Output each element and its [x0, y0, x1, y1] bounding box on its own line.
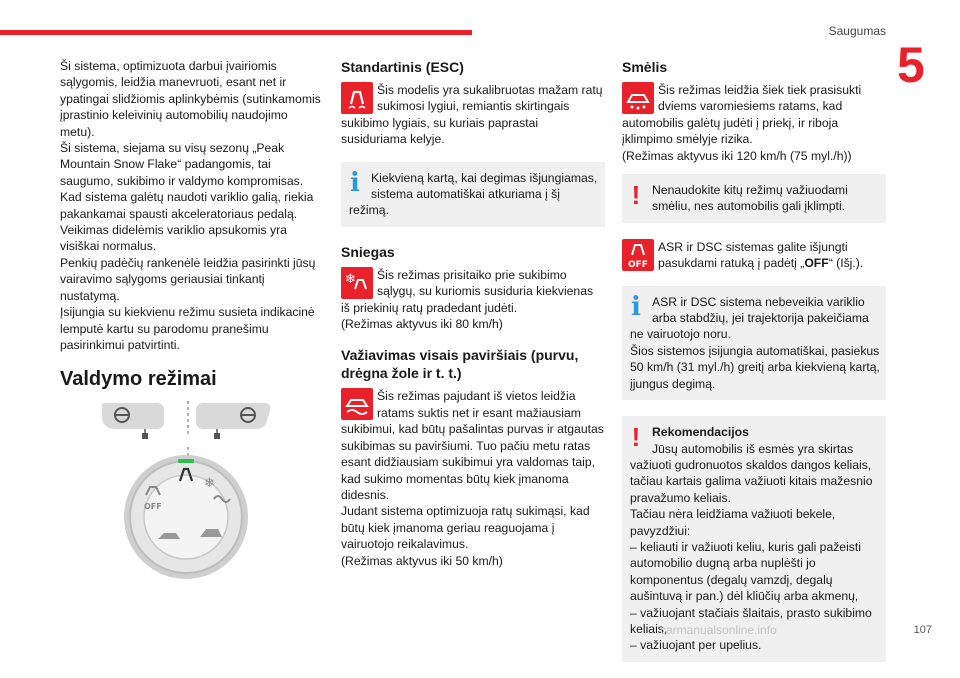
- section-title: Saugumas: [828, 24, 886, 38]
- info-icon: i: [350, 167, 360, 198]
- mode-sand: [622, 82, 886, 164]
- mode-snow: [341, 267, 605, 333]
- warning-note: [622, 174, 886, 223]
- warning-icon: !: [631, 422, 641, 453]
- selected-indicator: [178, 459, 194, 463]
- mode-title-sand: Smėlis: [622, 59, 668, 75]
- note-text: Šios sistemos įsijungia automatiškai, pasiekus 50 km/h (31 myl./h) greitį arba kiekvieną kartą, įjungus degimą.: [630, 343, 880, 391]
- mode-speed-limit: (Režimas aktyvus iki 80 km/h): [341, 317, 503, 332]
- left-dash-panel: [102, 403, 165, 429]
- section-heading: Valdymo režimai: [60, 368, 217, 391]
- column-left: [60, 58, 322, 581]
- mode-desc: Šis režimas prisitaiko prie sukibimo sąlygų, su kuriomis susiduria kiekvienas iš priekinių ratų pradedant judėti.: [341, 267, 594, 315]
- paragraph: Kad sistema galėtų naudoti variklio galią, riekia pakankamai spausti akceleratoriaus pedalą.: [60, 190, 314, 221]
- note-text: ASR ir DSC sistema nebeveikia variklio arba stabdžių, jei trajektorija pakeičiama ne vairuotojo noru.: [630, 294, 869, 342]
- paragraph: Ši sistema, optimizuota darbui įvairiomis sąlygomis, leidžia manevruoti, esant net ir ypatingai slidžiomis aplinkybėmis (sutinkamomis įprastinio keleivinių automobilių naudojimo metu).: [60, 59, 321, 139]
- list-item: – važiuojant stačiais šlaitais, prasto sukibimo keliais,: [630, 605, 872, 636]
- note-text: Jūsų automobilis iš esmės yra skirtas važiuoti gudronuotos skaldos dangos keliais, tačiau kartais galima važiuoti kitais mažesnio pravažumo keliais.: [630, 441, 873, 505]
- off-label: OFF: [144, 502, 162, 512]
- esc-off-icon: [622, 239, 654, 271]
- column-middle: [341, 58, 605, 583]
- header-accent-bar: [0, 30, 472, 35]
- column-right: [622, 58, 886, 678]
- snow-icon: [341, 267, 373, 299]
- note-text: Nenaudokite kitų režimų važiuodami smėliu, nes automobilis gali įklimpti.: [652, 183, 848, 214]
- mode-desc: Šis modelis yra sukalibruotas mažam ratų sukimosi lygiui, remiantis skirtingais sukibimo lygiais, su kuriais paprastai susiduriama kelyje.: [341, 83, 603, 147]
- right-dash-panel: [196, 403, 270, 429]
- mode-desc: Šis režimas pajudant iš vietos leidžia ratams suktis net ir esant mažiausiam sukibimui, kad būtų pašalintas purvas ir atgautas sukibimas su paviršiumi. Tuo pačiu metu ratas esant didžiausiam sukibimui yra valdomas taip, kad sukimo momentas būtų kiek įmanoma didesnis.: [341, 389, 604, 502]
- paragraph: Penkių padėčių rankenėlė leidžia pasirinkti jūsų vairavimo sąlygoms geriausiai tinkantį nustatymą.: [60, 255, 316, 303]
- note-text: Tačiau nėra leidžiama važiuoti bekele, pavyzdžiui:: [630, 507, 836, 538]
- sand-icon: [622, 82, 654, 114]
- mode-selector-diagram: [60, 401, 322, 581]
- paragraph: Veikimas didelėmis variklio apsukomis yra visiškai normalus.: [60, 223, 287, 254]
- mode-desc: ASR ir DSC sistemas galite išjungti pasukdami ratuką į padėtį „OFF“ (Išj.).: [658, 239, 864, 271]
- mode-esc: [341, 82, 605, 148]
- page-number: 107: [913, 624, 932, 636]
- svg-text:OFF: OFF: [628, 259, 648, 270]
- mode-selector-illustration: [60, 401, 322, 581]
- list-item: – važiuojant per upelius.: [630, 638, 762, 653]
- paragraph: Ši sistema, siejama su visų sezonų „Peak Mountain Snow Flake“ padangomis, tai saugumo, sukibimo ir valdymo kompromisas.: [60, 141, 304, 188]
- mode-mud: [341, 388, 605, 568]
- note-title: Rekomendacijos: [652, 425, 749, 440]
- info-note: [622, 286, 886, 400]
- paragraph: Įsijungia su kiekvienu režimu susieta indikacinė lemputė kartu su parodomu pranešimu pasirinkimui patvirtinti.: [60, 305, 315, 352]
- list-item: – keliauti ir važiuoti keliu, kuris gali pažeisti automobilio dugną arba nuplėšti jo komponentus (degalų vamzdį, degalų aušintuvą ir pan.) dėl kliūčių arba akmenų,: [630, 539, 861, 604]
- mode-title-snow: Sniegas: [341, 243, 395, 260]
- mode-speed-limit: (Režimas aktyvus iki 50 km/h): [341, 553, 503, 568]
- esc-icon: [341, 82, 373, 114]
- info-icon: i: [631, 291, 641, 322]
- watermark: carmanualsonline.info: [660, 623, 777, 637]
- snow-mode-icon: ❄: [204, 476, 215, 492]
- note-text: Kiekvieną kartą, kai degimas išjungiamas, sistema automatiškai atkuriama į šį režimą.: [349, 170, 598, 218]
- mode-title-esc: Standartinis (ESC): [341, 59, 464, 75]
- svg-text:❄: ❄: [345, 271, 356, 287]
- chapter-number: 5: [897, 37, 925, 93]
- mud-icon: [341, 388, 373, 420]
- mode-off: [622, 239, 886, 272]
- mode-desc: Šis režimas leidžia šiek tiek prasisukti dviems varomiesiems ratams, kad automobilis galėtų judėti į priekį, ir riboja įklimpimo smėlyje rizika.: [622, 83, 862, 147]
- mode-desc: Judant sistema optimizuoja ratų sukimąsi, kad būtų kiek įmanoma geriau reaguojama į vairuotojo reikalavimus.: [341, 504, 590, 552]
- warning-icon: !: [631, 180, 641, 211]
- mode-speed-limit: (Režimas aktyvus iki 120 km/h (75 myl./h)): [622, 148, 852, 163]
- info-note: [341, 162, 605, 227]
- mode-title-mud: Važiavimas visais paviršiais (purvu, drėgna žole ir t. t.): [341, 347, 579, 382]
